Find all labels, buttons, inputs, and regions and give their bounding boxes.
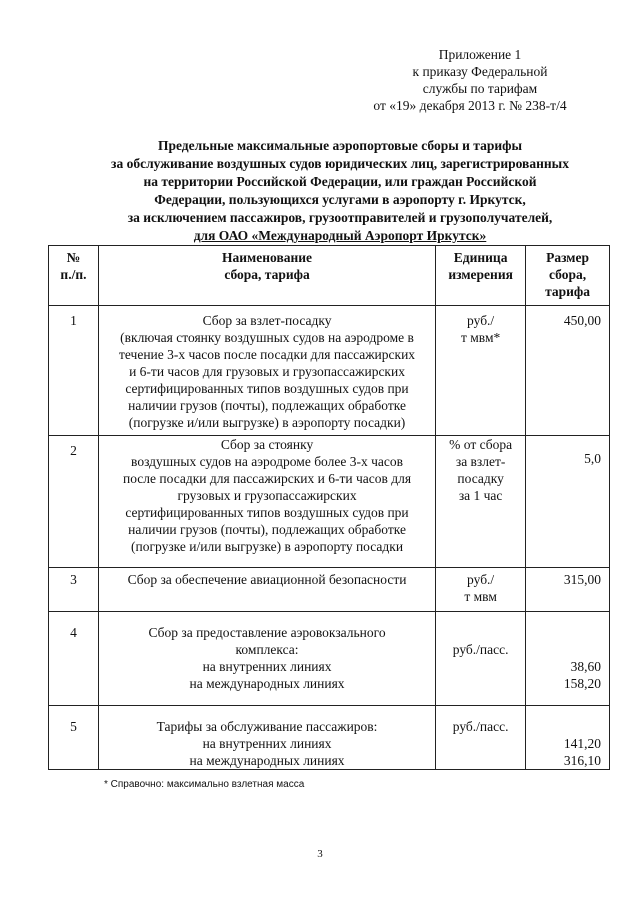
name-line: сертифицированных типов воздушных судов при <box>125 381 409 396</box>
header-text: сбора, <box>548 267 587 282</box>
name-line: Сбор за обеспечение авиационной безопасности <box>127 572 407 587</box>
document-title <box>70 137 610 245</box>
header-text: измерения <box>448 267 513 282</box>
price-domestic: 38,60 <box>570 659 601 674</box>
name-line: и 6-ти часов для грузовых и грузопассажирских <box>129 364 405 379</box>
row-price: 315,00 <box>526 568 610 612</box>
header-text: № <box>66 250 81 265</box>
unit-line: руб./пасс. <box>452 719 509 734</box>
name-line: Сбор за предоставление аэровокзального <box>148 625 386 640</box>
unit-line: руб./ <box>467 313 495 328</box>
price-international: 316,10 <box>563 753 601 768</box>
row-number: 5 <box>49 706 99 770</box>
unit-line: за взлет- <box>455 454 506 469</box>
row-price <box>526 706 610 770</box>
row-unit <box>436 568 526 612</box>
row-name <box>98 436 435 568</box>
row-number: 2 <box>49 436 99 568</box>
title-line: на территории Российской Федерации, или граждан Российской <box>143 174 537 189</box>
table-row <box>49 306 610 436</box>
name-line: (погрузке и/или выгрузке) в аэропорту посадки <box>131 539 404 554</box>
name-line: Сбор за взлет-посадку <box>202 313 332 328</box>
row-unit <box>436 436 526 568</box>
row-number: 3 <box>49 568 99 612</box>
header-text: Размер <box>546 250 590 265</box>
row-number: 1 <box>49 306 99 436</box>
unit-line: за 1 час <box>458 488 503 503</box>
header-price <box>526 246 610 306</box>
name-line: (погрузке и/или выгрузке) в аэропорту посадки) <box>128 415 406 430</box>
header-text: Наименование <box>222 250 313 265</box>
header-text: п./п. <box>60 267 87 282</box>
name-line: течение 3-х часов после посадки для пассажирских <box>118 347 416 362</box>
appendix-reference <box>340 46 620 114</box>
header-text: Единица <box>453 250 508 265</box>
unit-line: руб./ <box>467 572 495 587</box>
title-line: за обслуживание воздушных судов юридических лиц, зарегистрированных <box>111 156 569 171</box>
name-line: комплекса: <box>235 642 299 657</box>
price-international: 158,20 <box>563 676 601 691</box>
title-line: Федерации, пользующихся услугами в аэропорту г. Иркутск, <box>154 192 526 207</box>
table-row <box>49 568 610 612</box>
name-line: грузовых и грузопассажирских <box>177 488 357 503</box>
header-name <box>98 246 435 306</box>
row-name <box>98 568 435 612</box>
table-header-row <box>49 246 610 306</box>
name-line: на международных линиях <box>189 676 345 691</box>
price-domestic: 141,20 <box>563 736 601 751</box>
header-unit <box>436 246 526 306</box>
name-line: наличии грузов (почты), подлежащих обработке <box>128 522 406 537</box>
row-price <box>526 612 610 706</box>
name-line: (включая стоянку воздушных судов на аэродроме в <box>120 330 414 345</box>
name-line: на внутренних линиях <box>202 659 332 674</box>
appendix-line: от «19» декабря 2013 г. № 238-т/4 <box>373 98 567 113</box>
row-name <box>98 306 435 436</box>
appendix-line: Приложение 1 <box>438 47 522 62</box>
name-line: Тарифы за обслуживание пассажиров: <box>156 719 378 734</box>
row-number: 4 <box>49 612 99 706</box>
name-line: после посадки для пассажирских и 6-ти часов для <box>122 471 412 486</box>
footnote: * Справочно: максимально взлетная масса <box>104 779 305 790</box>
table-row <box>49 706 610 770</box>
table-row <box>49 612 610 706</box>
name-line: Сбор за стоянку <box>220 437 314 452</box>
unit-line: % от сбора <box>449 437 513 452</box>
row-name <box>98 706 435 770</box>
name-line: наличии грузов (почты), подлежащих обработке <box>128 398 406 413</box>
row-unit <box>436 612 526 706</box>
appendix-line: службы по тарифам <box>422 81 538 96</box>
name-line: на внутренних линиях <box>202 736 332 751</box>
row-price: 5,0 <box>526 436 610 568</box>
tariff-table <box>48 245 610 770</box>
unit-line: посадку <box>457 471 504 486</box>
title-line: Предельные максимальные аэропортовые сборы и тарифы <box>157 138 522 153</box>
name-line: воздушных судов на аэродроме более 3-х часов <box>131 454 403 469</box>
row-price: 450,00 <box>526 306 610 436</box>
page-number: 3 <box>317 848 323 860</box>
unit-line: т мвм* <box>460 330 501 345</box>
row-unit <box>436 306 526 436</box>
title-line: для ОАО «Международный Аэропорт Иркутск» <box>193 228 487 243</box>
header-text: тарифа <box>545 284 591 299</box>
table-row <box>49 436 610 568</box>
title-line: за исключением пассажиров, грузоотправителей и грузополучателей, <box>127 210 553 225</box>
header-text: сбора, тарифа <box>224 267 310 282</box>
unit-line: руб./пасс. <box>452 642 509 657</box>
row-unit <box>436 706 526 770</box>
name-line: сертифицированных типов воздушных судов при <box>125 505 409 520</box>
row-name <box>98 612 435 706</box>
header-number <box>49 246 99 306</box>
name-line: на международных линиях <box>189 753 345 768</box>
unit-line: т мвм <box>464 589 497 604</box>
appendix-line: к приказу Федеральной <box>412 64 548 79</box>
